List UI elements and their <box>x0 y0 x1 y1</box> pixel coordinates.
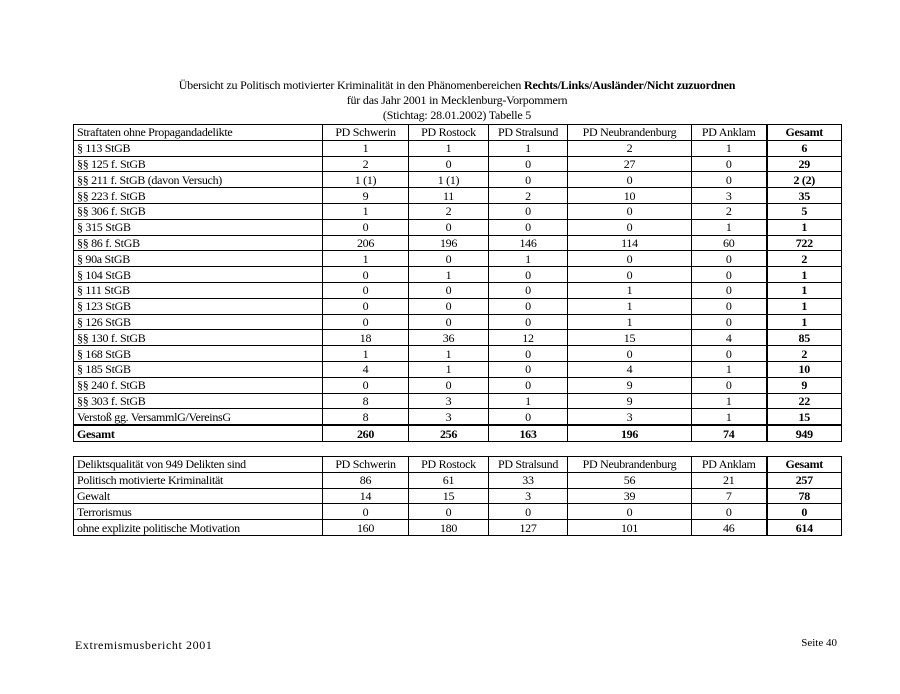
table-cell: 2 <box>767 251 842 267</box>
table-row <box>74 330 842 346</box>
table-cell: 0 <box>489 409 568 425</box>
table-cell: 0 <box>568 172 692 188</box>
table-cell: 0 <box>323 504 409 520</box>
table-cell: §§ 211 f. StGB (davon Versuch) <box>74 172 323 188</box>
table-cell: 0 <box>489 298 568 314</box>
header-cell: PD Anklam <box>692 457 767 473</box>
table-row <box>74 235 842 251</box>
header-cell: Deliktsqualität von 949 Delikten sind <box>74 457 323 473</box>
table-cell: 0 <box>323 377 409 393</box>
table-cell: 0 <box>409 314 489 330</box>
table-cell: 1 <box>692 140 767 156</box>
table-cell: 15 <box>568 330 692 346</box>
table-cell: 0 <box>568 267 692 283</box>
header-cell: PD Stralsund <box>489 457 568 473</box>
table-cell: 9 <box>767 377 842 393</box>
offences-table <box>73 124 842 442</box>
table-cell: §§ 306 f. StGB <box>74 203 323 219</box>
table-cell: 2 (2) <box>767 172 842 188</box>
table-cell: 0 <box>489 282 568 298</box>
table-row <box>74 346 842 362</box>
table-row <box>74 409 842 425</box>
table-cell: §§ 130 f. StGB <box>74 330 323 346</box>
table-row <box>74 377 842 393</box>
title-line-2: für das Jahr 2001 in Mecklenburg-Vorpommern <box>346 93 568 107</box>
footer-page-number: Seite 40 <box>801 637 837 649</box>
header-cell: Straftaten ohne Propagandadelikte <box>74 125 323 141</box>
table-cell: 0 <box>489 156 568 172</box>
table-cell: 3 <box>692 188 767 204</box>
table-cell: 15 <box>409 488 489 504</box>
table-cell: 0 <box>767 504 842 520</box>
total-cell: Gesamt <box>74 425 323 441</box>
table-cell: 1 <box>767 267 842 283</box>
table-cell: § 168 StGB <box>74 346 323 362</box>
table-cell: 78 <box>767 488 842 504</box>
table-cell: 0 <box>692 251 767 267</box>
table-cell: 0 <box>489 314 568 330</box>
table-cell: 0 <box>409 298 489 314</box>
table-cell: 196 <box>409 235 489 251</box>
table-cell: 0 <box>692 267 767 283</box>
table-cell: 0 <box>323 267 409 283</box>
table-row <box>74 393 842 409</box>
table-cell: 0 <box>489 504 568 520</box>
table-cell: 2 <box>323 156 409 172</box>
table-cell: 22 <box>767 393 842 409</box>
table-row <box>74 282 842 298</box>
table-cell: 27 <box>568 156 692 172</box>
title-line-3: (Stichtag: 28.01.2002) Tabelle 5 <box>382 108 532 122</box>
table-cell: 0 <box>489 361 568 377</box>
table-cell: 1 <box>767 314 842 330</box>
table-cell: 0 <box>323 282 409 298</box>
table-cell: 0 <box>489 377 568 393</box>
table-cell: 0 <box>489 346 568 362</box>
header-cell: PD Schwerin <box>323 125 409 141</box>
table-cell: 146 <box>489 235 568 251</box>
table-cell: 7 <box>692 488 767 504</box>
table-cell: 0 <box>489 219 568 235</box>
table-cell: 3 <box>568 409 692 425</box>
table-cell: § 113 StGB <box>74 140 323 156</box>
table-cell: 0 <box>409 156 489 172</box>
table-cell: 0 <box>568 251 692 267</box>
table-cell: 2 <box>409 203 489 219</box>
table-cell: 0 <box>692 172 767 188</box>
footer-report-name: Extremismusbericht 2001 <box>75 638 213 652</box>
title-prefix: Übersicht zu Politisch motivierter Kriminalität in den Phänomenbereichen <box>178 78 525 92</box>
table-cell: 1 <box>692 393 767 409</box>
table-cell: 1 (1) <box>323 172 409 188</box>
table-cell: 9 <box>568 377 692 393</box>
table-cell: 3 <box>409 409 489 425</box>
table-cell: 0 <box>568 203 692 219</box>
table-cell: §§ 125 f. StGB <box>74 156 323 172</box>
table-cell: 1 <box>568 314 692 330</box>
table-row <box>74 140 842 156</box>
table-cell: 1 <box>409 346 489 362</box>
table-row <box>74 314 842 330</box>
table-cell: 4 <box>692 330 767 346</box>
table-cell: 33 <box>489 472 568 488</box>
table-cell: 15 <box>767 409 842 425</box>
table-cell: 614 <box>767 520 842 536</box>
title-line-1 <box>73 78 841 93</box>
table-cell: 0 <box>409 251 489 267</box>
table-row <box>74 520 842 536</box>
table-cell: 11 <box>409 188 489 204</box>
table-row <box>74 172 842 188</box>
table-cell: 1 <box>409 140 489 156</box>
table-cell: 21 <box>692 472 767 488</box>
total-cell: 260 <box>323 425 409 441</box>
table-cell: 86 <box>323 472 409 488</box>
total-cell: 256 <box>409 425 489 441</box>
table-cell: 1 <box>323 203 409 219</box>
table-cell: 0 <box>323 298 409 314</box>
table-cell: 0 <box>692 377 767 393</box>
table-cell: 1 <box>323 251 409 267</box>
table-cell: 0 <box>409 377 489 393</box>
header-cell: Gesamt <box>767 125 842 141</box>
table-row <box>74 472 842 488</box>
total-cell: 949 <box>767 425 842 441</box>
table-cell: §§ 303 f. StGB <box>74 393 323 409</box>
header-cell: PD Neubrandenburg <box>568 457 692 473</box>
total-cell: 74 <box>692 425 767 441</box>
table-cell: 56 <box>568 472 692 488</box>
table-row <box>74 219 842 235</box>
table-row <box>74 251 842 267</box>
table-cell: 0 <box>568 346 692 362</box>
table-cell: 1 <box>323 346 409 362</box>
table-header-row <box>74 125 842 141</box>
table-cell: 1 <box>489 140 568 156</box>
table-cell: 2 <box>767 346 842 362</box>
table-cell: § 315 StGB <box>74 219 323 235</box>
table-cell: 10 <box>767 361 842 377</box>
table-cell: 1 <box>692 409 767 425</box>
table-cell: 206 <box>323 235 409 251</box>
table-cell: 2 <box>692 203 767 219</box>
table-cell: §§ 240 f. StGB <box>74 377 323 393</box>
table-cell: 1 <box>568 282 692 298</box>
table-cell: 101 <box>568 520 692 536</box>
table-cell: 29 <box>767 156 842 172</box>
table-cell: 85 <box>767 330 842 346</box>
table-cell: 1 <box>323 140 409 156</box>
table-cell: 1 <box>767 298 842 314</box>
table-cell: 2 <box>568 140 692 156</box>
table-cell: 1 <box>767 219 842 235</box>
table-cell: 1 <box>409 361 489 377</box>
table-cell: 1 <box>692 361 767 377</box>
table-cell: Gewalt <box>74 488 323 504</box>
table-cell: 0 <box>692 156 767 172</box>
table-cell: § 111 StGB <box>74 282 323 298</box>
header-cell: PD Schwerin <box>323 457 409 473</box>
table-cell: 1 <box>489 251 568 267</box>
table-cell: 0 <box>692 314 767 330</box>
table-cell: 0 <box>568 219 692 235</box>
table-row <box>74 156 842 172</box>
header-cell: PD Stralsund <box>489 125 568 141</box>
offence-quality-table <box>73 456 842 536</box>
table-cell: 5 <box>767 203 842 219</box>
table-cell: 0 <box>692 298 767 314</box>
table-cell: 0 <box>409 219 489 235</box>
header-cell: PD Neubrandenburg <box>568 125 692 141</box>
table-cell: Terrorismus <box>74 504 323 520</box>
table-cell: 0 <box>409 282 489 298</box>
table-cell: 6 <box>767 140 842 156</box>
table-cell: 0 <box>489 203 568 219</box>
document-title <box>73 78 841 123</box>
table-cell: 0 <box>323 219 409 235</box>
header-cell: PD Anklam <box>692 125 767 141</box>
table-row <box>74 488 842 504</box>
table-cell: 0 <box>692 346 767 362</box>
table-cell: 180 <box>409 520 489 536</box>
table-cell: 10 <box>568 188 692 204</box>
table-header-row <box>74 457 842 473</box>
table-total-row <box>74 425 842 441</box>
total-cell: 196 <box>568 425 692 441</box>
table-cell: 114 <box>568 235 692 251</box>
header-cell: Gesamt <box>767 457 842 473</box>
table-cell: 18 <box>323 330 409 346</box>
table-cell: 14 <box>323 488 409 504</box>
table-cell: 1 (1) <box>409 172 489 188</box>
table-cell: 0 <box>692 282 767 298</box>
table-cell: 9 <box>323 188 409 204</box>
table-cell: 8 <box>323 409 409 425</box>
table-row <box>74 267 842 283</box>
table-row <box>74 361 842 377</box>
table-row <box>74 203 842 219</box>
table-cell: § 185 StGB <box>74 361 323 377</box>
table-cell: 4 <box>568 361 692 377</box>
table-row <box>74 188 842 204</box>
table-cell: §§ 223 f. StGB <box>74 188 323 204</box>
table-row <box>74 298 842 314</box>
table-cell: Politisch motivierte Kriminalität <box>74 472 323 488</box>
table-cell: 257 <box>767 472 842 488</box>
table-cell: 1 <box>767 282 842 298</box>
table-cell: 0 <box>489 267 568 283</box>
table-cell: 1 <box>692 219 767 235</box>
table-cell: 722 <box>767 235 842 251</box>
table-cell: 8 <box>323 393 409 409</box>
table-cell: 0 <box>489 172 568 188</box>
table-cell: 39 <box>568 488 692 504</box>
table-cell: 0 <box>692 504 767 520</box>
table-cell: 1 <box>568 298 692 314</box>
table-cell: 12 <box>489 330 568 346</box>
table-cell: 60 <box>692 235 767 251</box>
table-cell: ohne explizite politische Motivation <box>74 520 323 536</box>
table-cell: 3 <box>409 393 489 409</box>
title-bold-part: Rechts/Links/Ausländer/Nicht zuzuordnen <box>524 78 736 92</box>
table-cell: 9 <box>568 393 692 409</box>
table-cell: 35 <box>767 188 842 204</box>
table-row <box>74 504 842 520</box>
table-cell: Verstoß gg. VersammlG/VereinsG <box>74 409 323 425</box>
table-cell: 1 <box>409 267 489 283</box>
table-cell: 0 <box>568 504 692 520</box>
table-cell: §§ 86 f. StGB <box>74 235 323 251</box>
table-cell: 3 <box>489 488 568 504</box>
total-cell: 163 <box>489 425 568 441</box>
table-cell: 36 <box>409 330 489 346</box>
header-cell: PD Rostock <box>409 125 489 141</box>
table-cell: § 123 StGB <box>74 298 323 314</box>
table-cell: § 90a StGB <box>74 251 323 267</box>
table-cell: 0 <box>323 314 409 330</box>
table-cell: § 104 StGB <box>74 267 323 283</box>
table-cell: 46 <box>692 520 767 536</box>
header-cell: PD Rostock <box>409 457 489 473</box>
table-cell: 2 <box>489 188 568 204</box>
table-cell: 127 <box>489 520 568 536</box>
table-cell: 1 <box>489 393 568 409</box>
table-cell: 160 <box>323 520 409 536</box>
table-cell: 4 <box>323 361 409 377</box>
table-cell: 61 <box>409 472 489 488</box>
table-cell: § 126 StGB <box>74 314 323 330</box>
table-cell: 0 <box>409 504 489 520</box>
